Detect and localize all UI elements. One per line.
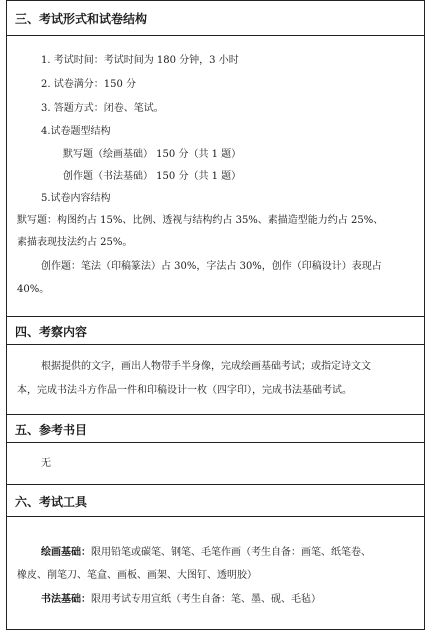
creation-breakdown-line2: 40%。: [17, 284, 50, 295]
painting-tools-text: 限用铅笔或碳笔、钢笔、毛笔作画（考生自备：画笔、纸笔卷、: [91, 547, 371, 558]
table-rule: [7, 316, 424, 317]
exam-content-line1: 根据提供的文字，画出人物带手半身像，完成绘画基础考试；或指定诗文文: [41, 361, 371, 372]
section-4-heading: 四、考察内容: [15, 325, 88, 339]
painting-tools-line1: [41, 546, 371, 560]
question-type-sketch: 默写题（绘画基础） 150 分（共 1 题）: [63, 149, 242, 160]
calligraphy-tools-line: [41, 593, 321, 607]
table-rule: [7, 35, 424, 36]
sketch-breakdown-line1: 默写题：构图约占 15%、比例、透视与结构约占 35%、素描造型能力约占 25%、: [17, 215, 384, 226]
calligraphy-tools-text: 限用考试专用宣纸（考生自备：笔、墨、砚、毛毡）: [91, 594, 321, 605]
reference-books-text: 无: [41, 458, 51, 469]
painting-tools-label: 绘画基础：: [41, 547, 91, 558]
table-rule: [7, 344, 424, 345]
section-3-heading: 三、考试形式和试卷结构: [15, 12, 148, 26]
content-structure-item: 5.试卷内容结构: [41, 193, 111, 204]
painting-tools-line2: 橡皮、削笔刀、笔盒、画板、画架、大图钉、透明胶）: [17, 570, 257, 581]
table-rule: [7, 414, 424, 415]
exam-content-line2: 本，完成书法斗方作品一件和印稿设计一枚（四字印），完成书法基础考试。: [17, 385, 352, 396]
question-type-structure-item: 4.试卷题型结构: [41, 126, 111, 137]
question-type-creation: 创作题（书法基础） 150 分（共 1 题）: [63, 171, 242, 182]
sketch-breakdown-line2: 素描表现技法约占 25%。: [17, 237, 133, 248]
calligraphy-tools-label: 书法基础：: [41, 594, 91, 605]
table-rule: [7, 516, 424, 517]
document-table: [6, 0, 425, 630]
full-score-item: 2. 试卷满分：150 分: [41, 79, 136, 90]
exam-time-item: 1. 考试时间：考试时间为 180 分钟，3 小时: [41, 55, 239, 66]
section-5-heading: 五、参考书目: [15, 423, 88, 437]
answer-method-item: 3. 答题方式：闭卷、笔试。: [41, 103, 164, 114]
table-rule: [7, 484, 424, 485]
table-rule: [7, 0, 424, 1]
section-6-heading: 六、考试工具: [15, 495, 88, 509]
creation-breakdown-line1: 创作题：笔法（印稿篆法）占 30%，字法占 30%，创作（印稿设计）表现占: [41, 261, 382, 272]
table-rule: [7, 442, 424, 443]
table-rule: [7, 629, 424, 630]
